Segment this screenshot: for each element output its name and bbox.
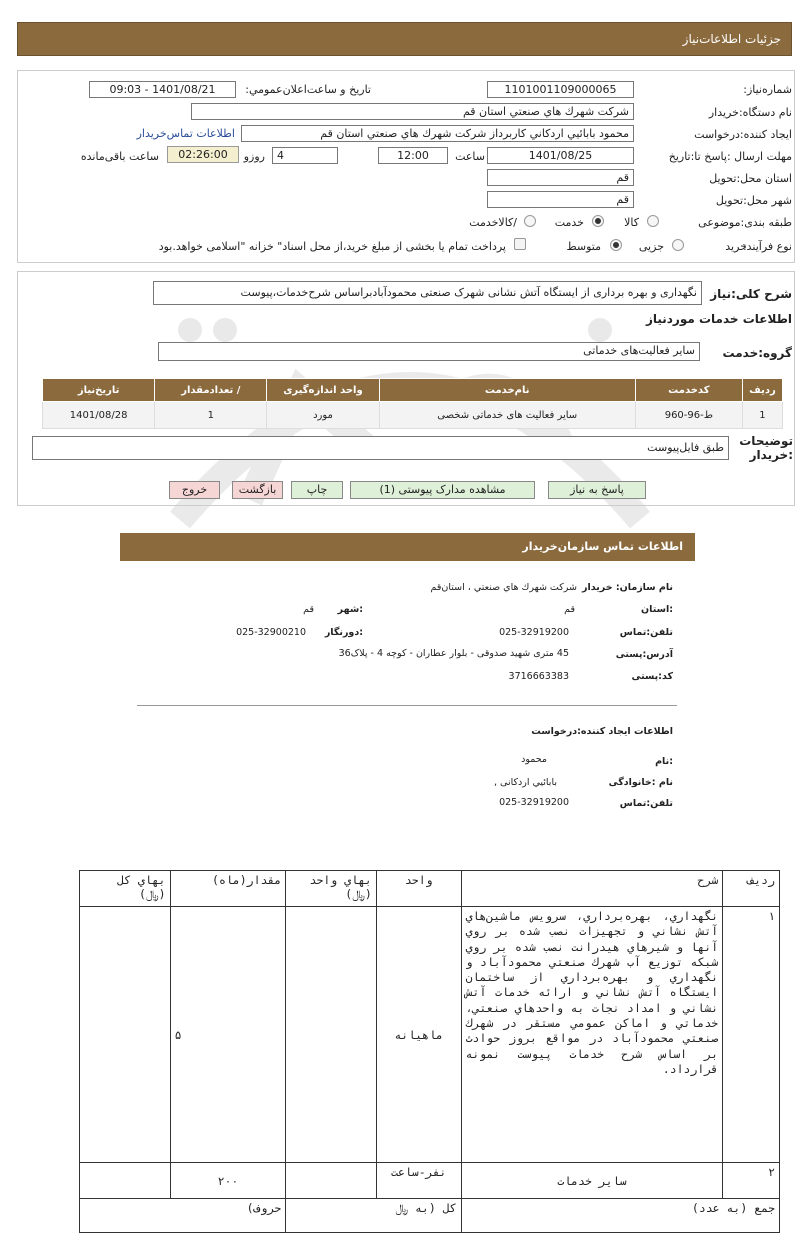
pricing-cell-unit: نفر-ساعت (376, 1163, 461, 1199)
days-label: روزو (243, 150, 265, 163)
need-summary-label: شرح کلی:نیاز (710, 287, 792, 301)
pricing-col-qty: مقدار(ماه) (170, 871, 286, 907)
buyer-notes-label: توضیحات :خریدار (739, 434, 793, 462)
requester-label: ایجاد کننده:درخواست (694, 128, 792, 141)
need-info-panel (17, 70, 795, 263)
pricing-sum-mid: كل (به ﷼ (286, 1199, 461, 1233)
category-goods-service-radio[interactable] (524, 215, 536, 227)
deadline-date-field: 1401/08/25 (487, 147, 634, 164)
contact-province-label: :استان (641, 604, 673, 615)
pricing-table (79, 870, 780, 1233)
contact-address-value: 45 متری شهيد صدوقی - بلوار عطاران - کوچه 4 - پلاک36 (338, 648, 569, 659)
pricing-col-unit-price: بهاي واحد (﷼) (286, 871, 377, 907)
pricing-cell-unit-price (286, 1163, 377, 1199)
pricing-col-row: رديف (723, 871, 780, 907)
treasury-payment-checkbox[interactable] (514, 238, 526, 250)
contact-city-label: :شهر (337, 604, 363, 615)
creator-name-value: محمود (521, 754, 547, 765)
creator-title: اطلاعات ایجاد کننده:درخواست (531, 726, 673, 737)
print-button[interactable]: چاپ (291, 481, 343, 499)
buyer-contact-title: اطلاعات تماس سازمان‌خریدار (522, 540, 683, 553)
requester-field: محمود بابائيي اردكاني كاربرداز شركت شهرك هاي صنعتي استان قم (241, 125, 634, 142)
creator-family-value: بابائيي اردکانی , (493, 777, 557, 788)
pricing-cell-unit-price (286, 907, 377, 1163)
buyer-notes-field: طبق فایل‌پیوست (32, 436, 729, 460)
contact-org-value: شركت شهرك هاي صنعتي ، استان‌قم (430, 582, 577, 593)
col-service-name: نام‌خدمت (379, 379, 635, 402)
announce-label: تاريخ و ساعت‌اعلان‌عمومي: (245, 83, 371, 96)
pricing-col-unit: واحد (376, 871, 461, 907)
pricing-cell-desc: ساير خدمات (461, 1163, 723, 1199)
deadline-time-label: ساعت (455, 150, 485, 163)
buyer-contact-header (120, 533, 695, 561)
pricing-cell-unit: ماهيانه (376, 907, 461, 1163)
view-attachments-button[interactable]: مشاهده مدارک پیوستی (1) (350, 481, 535, 499)
table-row (80, 1163, 780, 1199)
remaining-label: ساعت باقی‌مانده (80, 150, 159, 163)
pricing-cell-qty: ۵ (170, 907, 286, 1163)
pricing-cell-total (80, 1163, 171, 1199)
page-title: جزئيات اطلاعات‌نياز (682, 32, 781, 46)
contact-phone-value: 025-32919200 (499, 627, 569, 638)
section-divider (137, 705, 677, 706)
province-field: قم (487, 169, 634, 186)
process-medium-radio[interactable] (610, 239, 622, 251)
category-goods-label: کالا (624, 216, 639, 229)
category-service-radio[interactable] (592, 215, 604, 227)
process-minor-radio[interactable] (672, 239, 684, 251)
services-table (42, 378, 783, 429)
reply-button[interactable]: پاسخ به نیاز (548, 481, 646, 499)
contact-province-value: قم (564, 604, 575, 615)
cell-quantity: 1 (155, 402, 267, 429)
province-label: استان محل:تحویل (709, 172, 792, 185)
pricing-col-total: بهاي كل (﷼) (80, 871, 171, 907)
pricing-cell-row: ٢ (723, 1163, 780, 1199)
contact-address-label: آدرس:پستی (615, 649, 673, 660)
contact-phone-label: تلفن:تماس (619, 627, 673, 638)
cell-service-name: سایر فعالیت های خدماتی شخصی (379, 402, 635, 429)
city-field: قم (487, 191, 634, 208)
process-minor-label: جزیی (638, 240, 664, 253)
category-label: طبقه بندی:موضوعی (698, 216, 792, 229)
category-goods-service-label: /کالاخدمت (469, 216, 517, 229)
table-header-row (43, 379, 783, 402)
remaining-days-field: 4 (272, 147, 338, 164)
col-row: ردیف (742, 379, 782, 402)
table-row (43, 402, 783, 429)
table-row (80, 907, 780, 1163)
cell-service-code: ط-96-960 (635, 402, 742, 429)
contact-postal-label: کد:پستی (631, 671, 673, 682)
pricing-header-row (80, 871, 780, 907)
announce-date-field: 1401/08/21 - 09:03 (89, 81, 236, 98)
creator-phone-value: 025-32919200 (499, 797, 569, 808)
pricing-cell-total (80, 907, 171, 1163)
buyer-org-label: نام دستگاه:خریدار (708, 106, 792, 119)
need-number-field: 1101001109000065 (487, 81, 634, 98)
buyer-contact-link[interactable]: اطلاعات تماس‌خریدار (136, 127, 235, 140)
creator-family-label: نام :خانوادگی (608, 777, 673, 788)
col-quantity: / تعدادمقدار (155, 379, 267, 402)
contact-city-value: قم (303, 604, 314, 615)
page-header-bar (17, 22, 792, 56)
pricing-sum-label: جمع (به عدد) (461, 1199, 779, 1233)
creator-name-label: :نام (655, 756, 673, 767)
pricing-sum-words: حروف) (80, 1199, 286, 1233)
deadline-label: مهلت ارسال :پاسخ تا:تاريخ (668, 150, 792, 163)
cell-unit: مورد (267, 402, 379, 429)
pricing-cell-desc: نگهداري، بهره‌برداري، سرويس ماشين‌هاي آتش نشاني و تجهيزات نصب شده بر روي آنها و شيرهاي هيدرانت نصب شده بر روي شبكه توزيع آب شهرك صنعتي محمودآباد و نگهداري و بهره‌برداري از ساختمان ايستگاه آتش نشاني و ارائه خدمات آتش نشاني و امداد نجات به واحدهاي صنعتي، خدماتي و اماكن عمومي مستقر در شهرك صنعتي محمودآباد در مواقع بروز حوادث بر اساس شرح خدمات پيوست نمونه قرارداد. (461, 907, 723, 1163)
need-summary-field: نگهداری و بهره برداری از ايستگاه آتش نشانی شهرک صنعتی محمودآبادبراساس شرح‌خدمات،پیوست (153, 281, 702, 305)
contact-org-label: نام سازمان: خریدار (582, 582, 673, 593)
back-button[interactable]: بازگشت (232, 481, 283, 499)
creator-phone-label: تلفن:تماس (619, 798, 673, 809)
buyer-org-field: شركت شهرك هاي صنعتي استان قم (191, 103, 634, 120)
process-medium-label: متوسط (566, 240, 601, 253)
exit-button[interactable]: خروج (169, 481, 220, 499)
contact-fax-value: 025-32900210 (236, 627, 306, 638)
contact-fax-label: :دورنگار (324, 627, 363, 638)
services-title: اطلاعات خدمات موردنیاز (645, 312, 792, 326)
process-buy-label: خريد (725, 240, 747, 253)
category-service-label: خدمت (554, 216, 584, 229)
treasury-payment-note: پرداخت تمام یا بخشی از مبلغ خرید،از محل اسناد" خزانه "اسلامی خواهد.بود (158, 240, 506, 253)
col-need-date: تاريخ‌نياز (43, 379, 155, 402)
cell-need-date: 1401/08/28 (43, 402, 155, 429)
deadline-time-field: 12:00 (378, 147, 448, 164)
pricing-cell-qty: ۲۰۰ (170, 1163, 286, 1199)
category-goods-radio[interactable] (647, 215, 659, 227)
pricing-col-desc: شرح (461, 871, 723, 907)
city-label: شهر محل:تحويل (715, 194, 792, 207)
process-label: نوع فرآیند: (742, 240, 792, 253)
pricing-cell-row: ١ (723, 907, 780, 1163)
remaining-time-field: 02:26:00 (167, 146, 239, 163)
col-service-code: کدخدمت (635, 379, 742, 402)
service-group-field: سایر فعالیت‌های خدماتی (158, 342, 700, 361)
service-group-label: گروه:خدمت (722, 346, 792, 360)
cell-row: 1 (742, 402, 782, 429)
contact-postal-value: 3716663383 (508, 671, 569, 682)
col-unit: واحد اندازه‌گیری (267, 379, 379, 402)
need-number-label: شماره‌نیاز: (743, 83, 792, 96)
pricing-sum-row (80, 1199, 780, 1233)
